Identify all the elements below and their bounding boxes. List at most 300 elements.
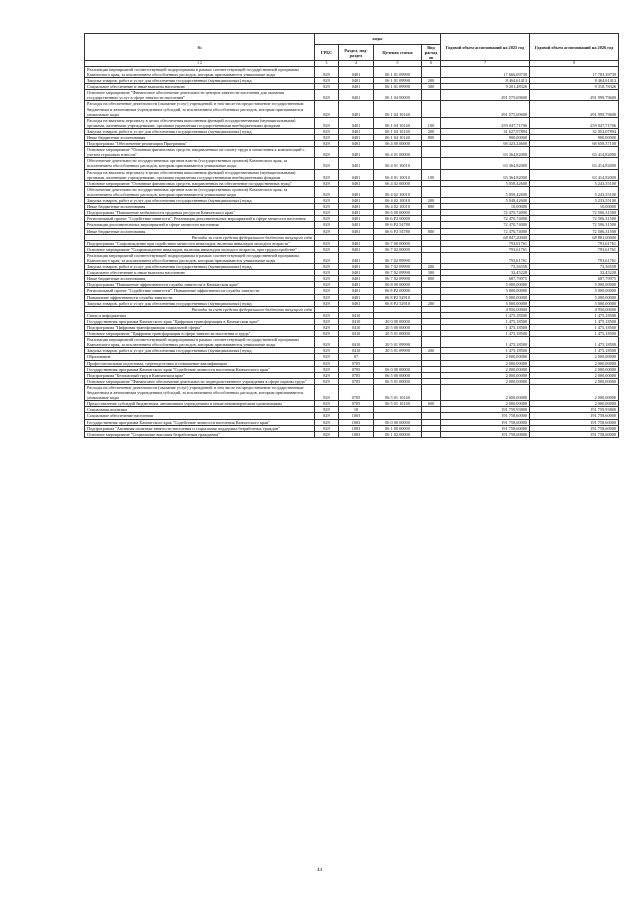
cell-b: 687,79975 [530,276,619,282]
cell-sect: 0410 [339,312,374,318]
cell-a: 72 470,74000 [441,222,530,228]
cell-code: 829 [315,270,339,276]
cell-name: Основное мероприятие "Основные финансовых средств, направленных на обеспечение государственных нужд" [85,180,315,186]
cell-name: Расходы на выплаты персоналу в целях обеспечения выполнения функций государственными (муниципальными) органами, казенными учреждениями, органами управления государственными внебюджетными фондами [85,169,315,180]
cell-b: 5 000,00000 [530,288,619,294]
table-row [85,186,619,197]
cell-name: Социальное обеспечение и иные выплаты населению [85,270,315,276]
cell-code: 829 [315,413,339,419]
cell-a: 5 048,42600 [441,198,530,204]
cell-sect: 0401 [339,66,374,77]
cell-b: 2 000,00000 [530,384,619,400]
cell-code: 829 [315,366,339,372]
cell-vid [422,252,441,263]
cell-b: 900,00000 [530,135,619,141]
cell-a: 2 000,00000 [441,378,530,384]
cell-b: 259 047,71706 [530,117,619,128]
cell-code: 829 [315,169,339,180]
cell-name: Государственная программа Камчатского края "Содействие занятости населения Камчатского края" [85,366,315,372]
cell-a: 1 475,18500 [441,312,530,318]
cell-name: Региональный проект "Содействие занятости". Повышение эффективности службы занятости [85,288,315,294]
cell-sect: 0401 [339,270,374,276]
cell-code: 829 [315,282,339,288]
cell-a: 191 758,60000 [441,425,530,431]
cell-tgt: 06 1 01 09990 [374,78,422,84]
cell-code: 829 [315,372,339,378]
cell-code: 829 [315,158,339,169]
cell-name: Иные бюджетные ассигнования [85,135,315,141]
cell-name: Закупка товаров, работ и услуг для обеспечения государственных (муниципальных) нужд [85,128,315,134]
cell-b: 73,36558 [530,264,619,270]
cell-code: 829 [315,222,339,228]
cell-sect: 1003 [339,413,374,419]
cell-vid [422,158,441,169]
cell-sect: 0705 [339,384,374,400]
cell-a: 63 364,82000 [441,158,530,169]
cell-tgt: 06 5 01 10140 [374,384,422,400]
table-row [85,66,619,77]
cell-tgt: 06 1 00 00000 [374,425,422,431]
cell-b: 191 758,60000 [530,419,619,425]
cell-sect: 0401 [339,78,374,84]
cell-b: 63 414,82000 [530,169,619,180]
cell-tgt: 20 0 00 00000 [374,318,422,324]
cell-sect: 0401 [339,141,374,147]
cell-vid: 800 [422,135,441,141]
cell-sect: 0705 [339,360,374,366]
cell-code: 829 [315,246,339,252]
cell-a: 1 475,18500 [441,325,530,331]
cell-sect: 0401 [339,204,374,210]
header-section: Раздел, под-раздел [339,45,374,61]
cell-a: 5 000,00000 [441,294,530,300]
cell-name: Обеспечение деятельности государственных органов власти (государственных органов) Камчатского края, за исключением обособленных расходов, которым присваиваются уникальные коды [85,158,315,169]
cell-sect: 0705 [339,366,374,372]
cell-tgt: 06 4 02 10010 [374,198,422,204]
index-cell: 7 [441,61,530,67]
cell-name: Основное мероприятие "Цифровая трансформация в сфере занятости населения и труда" [85,331,315,337]
cell-name: Подпрограмма "Активная политика занятости населения и социальная поддержка безработных граждан" [85,425,315,431]
cell-b: 2 000,00000 [530,354,619,360]
header-row-1 [85,34,619,45]
cell-b: 1 475,18500 [530,312,619,318]
cell-name: Реализация мероприятий соответствующей подпрограммы в рамках соответствующей государственной программы Камчатского края, за исключением обособленных расходов, которым присваиваются уникальные коды [85,252,315,263]
cell-b: 72 506,31500 [530,228,619,234]
cell-name: Обеспечение деятельности государственных органов власти (государственных органов) Камчатского края, за исключением обособленных расходов, которым присваиваются уникальные коды [85,186,315,197]
index-cell: 1 2 [85,61,315,67]
cell-tgt: 06 0 00 00000 [374,419,422,425]
cell-sect: 0401 [339,117,374,128]
cell-code: 829 [315,198,339,204]
cell-a: 191 758,60000 [441,431,530,437]
cell-b: 5 243,55100 [530,186,619,197]
cell-code: 829 [315,378,339,384]
cell-sect: 0401 [339,135,374,141]
cell-tgt: 06 7 02 09990 [374,252,422,263]
cell-b: 8 464,61413 [530,78,619,84]
cell-sect: 0401 [339,186,374,197]
cell-tgt: 06 4 02 00000 [374,180,422,186]
cell-code: 829 [315,135,339,141]
cell-tgt: 06 6 00 00000 [374,210,422,216]
cell-b: 1 475,18500 [530,348,619,354]
cell-vid [422,337,441,348]
cell-vid: 100 [422,117,441,128]
cell-sect: 0401 [339,240,374,246]
header-grbs: ГРБС [315,45,339,61]
budget-sheet [84,33,618,438]
cell-name: Реализация мероприятий соответствующей подпрограммы в рамках соответствующей государственной программы Камчатского края, за исключением обособленных расходов, которым присваиваются уникальные коды [85,337,315,348]
cell-b: 5 243,55100 [530,180,619,186]
cell-code: 829 [315,288,339,294]
cell-tgt: 06 1 04 10140 [374,101,422,117]
cell-sect: 0401 [339,216,374,222]
cell-name: Закупка товаров, работ и услуг для обеспечения государственных (муниципальных) нужд [85,264,315,270]
cell-b: 2 000,00000 [530,360,619,366]
cell-sect: 0401 [339,252,374,263]
cell-name: Расходы на выплаты персоналу в целях обеспечения выполнения функций государственными (муниципальными) органами, казенными учреждениями, органами управления государственными внебюджетными фондами [85,117,315,128]
cell-a: 31 627,97894 [441,128,530,134]
cell-code: 829 [315,425,339,431]
cell-sect: 0401 [339,228,374,234]
cell-b: 2 000,00000 [530,366,619,372]
cell-vid: 200 [422,128,441,134]
index-cell: 4 [339,61,374,67]
header-codes: коды [315,34,441,45]
cell-name: Иные бюджетные ассигнования [85,276,315,282]
cell-name: Социальная политика [85,407,315,413]
cell-sect: 0401 [339,288,374,294]
cell-code: 829 [315,141,339,147]
cell-name: Социальное обеспечение населения [85,413,315,419]
cell-sect: 0401 [339,169,374,180]
cell-code: 829 [315,331,339,337]
cell-a: 291 575,69600 [441,101,530,117]
cell-code: 829 [315,204,339,210]
cell-sect: 0401 [339,101,374,117]
cell-name: Подпрограмма "Сопровождение при содействии занятости инвалидов, включая инвалидов молодого возраста" [85,240,315,246]
cell-name: Социальное обеспечение и иные выплаты населению [85,84,315,90]
cell-b: 68 881,00000 [530,234,619,240]
cell-tgt: 06 5 01 10140 [374,401,422,407]
cell-a: 793,61761 [441,246,530,252]
cell-a: 2 000,00000 [441,354,530,360]
cell-b: 2 000,00000 [530,372,619,378]
cell-name: Закупка товаров, работ и услуг для обеспечения государственных (муниципальных) нужд [85,198,315,204]
cell-b: 2 000,00000 [530,401,619,407]
table-row [85,431,619,437]
cell-name: Закупка товаров, работ и услуг для обеспечения государственных (муниципальных) нужд [85,300,315,306]
cell-tgt: 06 6 P2 00000 [374,216,422,222]
cell-tgt: 06 5 00 00000 [374,372,422,378]
cell-a: 68 423,24600 [441,141,530,147]
cell-code: 829 [315,264,339,270]
cell-vid [422,384,441,400]
cell-name: Основное мероприятие "Финансовое обеспечение деятельности центров занятости населения для оказания государственных услуг в сфере занятости населения" [85,90,315,101]
cell-b: 1 475,18500 [530,318,619,324]
cell-b: 793,61761 [530,246,619,252]
cell-sect: 0705 [339,401,374,407]
cell-tgt: 06 1 04 10140 [374,135,422,141]
cell-tgt: 06 0 00 00000 [374,366,422,372]
cell-vid: 200 [422,300,441,306]
cell-code: 829 [315,117,339,128]
cell-vid [422,431,441,437]
cell-tgt: 20 5 00 00000 [374,325,422,331]
cell-b: 793,61761 [530,240,619,246]
cell-tgt: 06 4 02 10010 [374,186,422,197]
cell-a: 5 000,00000 [441,282,530,288]
cell-vid: 600 [422,401,441,407]
cell-sect: 0401 [339,128,374,134]
cell-tgt: 06 1 01 09990 [374,84,422,90]
cell-tgt: 06 7 02 09990 [374,264,422,270]
cell-code: 829 [315,318,339,324]
cell-tgt: 06 4 01 10010 [374,158,422,169]
cell-sect: 0705 [339,378,374,384]
cell-code: 829 [315,401,339,407]
cell-vid: 100 [422,169,441,180]
cell-a: 1 475,18500 [441,331,530,337]
cell-tgt: 06 7 00 00000 [374,240,422,246]
cell-code: 829 [315,252,339,263]
cell-code: 829 [315,337,339,348]
cell-sect: 0401 [339,276,374,282]
cell-vid: 200 [422,264,441,270]
cell-name: Иные бюджетные ассигнования [85,228,315,234]
cell-a: 2 000,00000 [441,401,530,407]
cell-sect: 0401 [339,158,374,169]
cell-sect: 0705 [339,372,374,378]
cell-a: 8 464,61413 [441,78,530,84]
header-num: № [85,34,315,61]
cell-b: 191 759,93800 [530,407,619,413]
cell-name: Подпрограмма "Повышение мобильности трудовых ресурсов Камчатского края" [85,210,315,216]
cell-a: 4 950,00000 [441,306,530,312]
cell-name: Подпрограмма "Обеспечение реализации Программы" [85,141,315,147]
cell-b: 17 783,39739 [530,66,619,77]
index-cell: 5 [374,61,422,67]
cell-a: 9 201,48326 [441,84,530,90]
cell-vid: 800 [422,276,441,282]
cell-tgt: 06 1 04 10140 [374,128,422,134]
cell-a: 5 058,42600 [441,180,530,186]
cell-tgt: 06 6 P2 54780 [374,228,422,234]
cell-b: 10,00000 [530,204,619,210]
cell-sect: 0401 [339,222,374,228]
cell-sect: 0410 [339,331,374,337]
cell-sect: 1003 [339,419,374,425]
cell-vid [422,186,441,197]
cell-sect: 0410 [339,325,374,331]
cell-b: 1 475,18500 [530,331,619,337]
cell-sect: 0401 [339,246,374,252]
cell-name: Государственная программа Камчатского края "Содействие занятости населения Камчатского края" [85,419,315,425]
cell-tgt: 06 7 02 00000 [374,246,422,252]
cell-b: 5 000,00000 [530,300,619,306]
cell-b: 291 999,79600 [530,90,619,101]
cell-sect: 0401 [339,180,374,186]
cell-name: Закупка товаров, работ и услуг для обеспечения государственных (муниципальных) нужд [85,78,315,84]
cell-a: 5 000,00000 [441,300,530,306]
cell-name: Реализация мероприятий соответствующей подпрограммы в рамках соответствующей государственной программы Камчатского края, за исключением обособленных расходов, которым присваиваются уникальные коды [85,66,315,77]
cell-tgt: 06 1 04 00000 [374,90,422,101]
cell-a: 5 000,00000 [441,288,530,294]
page-number: 44 [317,868,322,873]
cell-name: Образование [85,354,315,360]
cell-sect: 0401 [339,210,374,216]
cell-tgt: 06 8 P2 52910 [374,300,422,306]
cell-tgt: 06 8 P2 52910 [374,294,422,300]
cell-a: 72 470,74000 [441,210,530,216]
cell-code: 829 [315,78,339,84]
cell-vid: 800 [422,204,441,210]
table-row [85,147,619,158]
cell-tgt: 06 8 00 00000 [374,282,422,288]
cell-b: 291 999,79600 [530,101,619,117]
cell-a: 2 000,00000 [441,384,530,400]
table-row [85,169,619,180]
cell-sect: 0410 [339,337,374,348]
cell-code: 829 [315,228,339,234]
header-vid: Вид расходов [422,45,441,61]
cell-b: 191 758,60000 [530,425,619,431]
cell-a: 32,45228 [441,270,530,276]
cell-b: 5 000,00000 [530,282,619,288]
cell-tgt: 06 6 P2 54780 [374,222,422,228]
cell-name: Региональный проект "Содействие занятости". Реализация дополнительных мероприятий в сфере занятости населения [85,216,315,222]
cell-a: 17 666,09739 [441,66,530,77]
cell-code: 829 [315,276,339,282]
table-row [85,158,619,169]
cell-name: Основное мероприятие "Основные финансовых средств, направленных на оплату труда и начисления к компенсаций с учетом страховых взносов" [85,147,315,158]
cell-code: 829 [315,354,339,360]
cell-sect: 0410 [339,348,374,354]
cell-name: Реализация дополнительных мероприятий в сфере занятости населения [85,222,315,228]
cell-sect: 1003 [339,431,374,437]
cell-code: 829 [315,325,339,331]
cell-name: Закупка товаров, работ и услуг для обеспечения государственных (муниципальных) нужд [85,348,315,354]
index-cell: 6 [422,61,441,67]
cell-vid [422,66,441,77]
cell-name: Профессиональная подготовка, переподготовка и повышение квалификации [85,360,315,366]
cell-vid: 300 [422,270,441,276]
cell-code: 829 [315,348,339,354]
cell-name: Основное мероприятие "Финансовое обеспечение деятельности подведомственного учреждения в сфере охраны труда" [85,378,315,384]
cell-tgt: 06 1 04 10140 [374,117,422,128]
cell-a: 2 000,00000 [441,360,530,366]
cell-code: 829 [315,210,339,216]
table-row [85,252,619,263]
cell-name: Иные бюджетные ассигнования [85,204,315,210]
cell-a: 72 470,74000 [441,216,530,222]
cell-vid [422,90,441,101]
cell-b: 1 475,18500 [530,337,619,348]
cell-a: 63 364,82000 [441,147,530,158]
cell-a: 2 000,00000 [441,372,530,378]
cell-sect: 0401 [339,294,374,300]
cell-a: 1 475,18500 [441,318,530,324]
cell-name: Подпрограмма "Цифровая трансформация социальной сферы" [85,325,315,331]
cell-code: 829 [315,360,339,366]
table-body [85,61,619,438]
cell-name: Расходы на обеспечение деятельности (оказание услуг) учреждений, в том числе на предоставление государственным бюджетным и автономным учреждениям субсидий, за исключением обособленных расходов, которым присваиваются уникальные коды [85,384,315,400]
cell-tgt: 06 4 02 10010 [374,204,422,210]
cell-a: 73,36558 [441,264,530,270]
cell-tgt: 06 1 02 00000 [374,431,422,437]
cell-a: 191 758,60000 [441,419,530,425]
cell-code: 829 [315,216,339,222]
cell-vid [422,147,441,158]
cell-sect: 0401 [339,147,374,158]
cell-name: Связь и информатика [85,312,315,318]
cell-b: 9 318,78326 [530,84,619,90]
cell-sect: 0401 [339,198,374,204]
cell-b: 4 950,00000 [530,306,619,312]
cell-code: 829 [315,90,339,101]
cell-code: 829 [315,240,339,246]
cell-sect: 0401 [339,264,374,270]
cell-b: 5 233,55100 [530,198,619,204]
cell-code: 829 [315,312,339,318]
cell-code: 829 [315,101,339,117]
cell-vid [422,101,441,117]
cell-code: 829 [315,186,339,197]
cell-name: Подпрограмма "Безопасный труд в Камчатском крае" [85,372,315,378]
cell-name: Расходы на обеспечение деятельности (оказание услуг) учреждений, в том числе на предоставление государственным бюджетным и автономным учреждениям субсидий, за исключением обособленных расходов, которым присваиваются уникальные коды [85,101,315,117]
cell-tgt: 06 1 01 09990 [374,66,422,77]
cell-tgt: 06 5 01 00000 [374,378,422,384]
cell-code: 829 [315,300,339,306]
cell-sect: 0401 [339,90,374,101]
cell-code: 829 [315,128,339,134]
cell-name: Повышение эффективности службы занятости [85,294,315,300]
header-target: Целевая статья [374,45,422,61]
cell-sect: 0401 [339,282,374,288]
cell-sect: 10 [339,407,374,413]
cell-code: 829 [315,180,339,186]
budget-table [84,33,619,438]
cell-code: 829 [315,419,339,425]
cell-a: 72 470,74000 [441,228,530,234]
cell-a: 793,61761 [441,240,530,246]
cell-a: 191 759,93800 [441,407,530,413]
cell-b: 63 414,82000 [530,158,619,169]
cell-code: 829 [315,294,339,300]
cell-sect: 0410 [339,318,374,324]
cell-b: 793,61761 [530,252,619,263]
cell-tgt: 20 5 01 09990 [374,337,422,348]
cell-b: 68 658,37100 [530,141,619,147]
cell-b: 2 000,00000 [530,378,619,384]
cell-a: 1 475,18500 [441,348,530,354]
cell-name: Расходы за счет средств федерального бюджета текущего года [85,234,315,240]
cell-name: Государственная программа Камчатского края "Цифровая трансформация в Камчатском крае" [85,318,315,324]
cell-name: Основное мероприятие "Сопровождение инвалидов, включая инвалидов молодого возраста, при трудоустройстве" [85,246,315,252]
cell-a: 1 475,18500 [441,337,530,348]
cell-name: Основное мероприятие "Социальные выплаты безработным гражданам" [85,431,315,437]
cell-a: 687,79975 [441,276,530,282]
cell-tgt: 06 7 02 09990 [374,276,422,282]
cell-a: 191 758,60000 [441,413,530,419]
cell-sect: 1003 [339,425,374,431]
table-row [85,117,619,128]
cell-name: Подпрограмма "Повышение эффективности службы занятости в Камчатском крае" [85,282,315,288]
cell-b: 72 506,31500 [530,216,619,222]
cell-a: 5 058,42600 [441,186,530,197]
header-2025: Годовой объем ассигнований на 2025 год [441,34,530,61]
cell-vid: 200 [422,348,441,354]
